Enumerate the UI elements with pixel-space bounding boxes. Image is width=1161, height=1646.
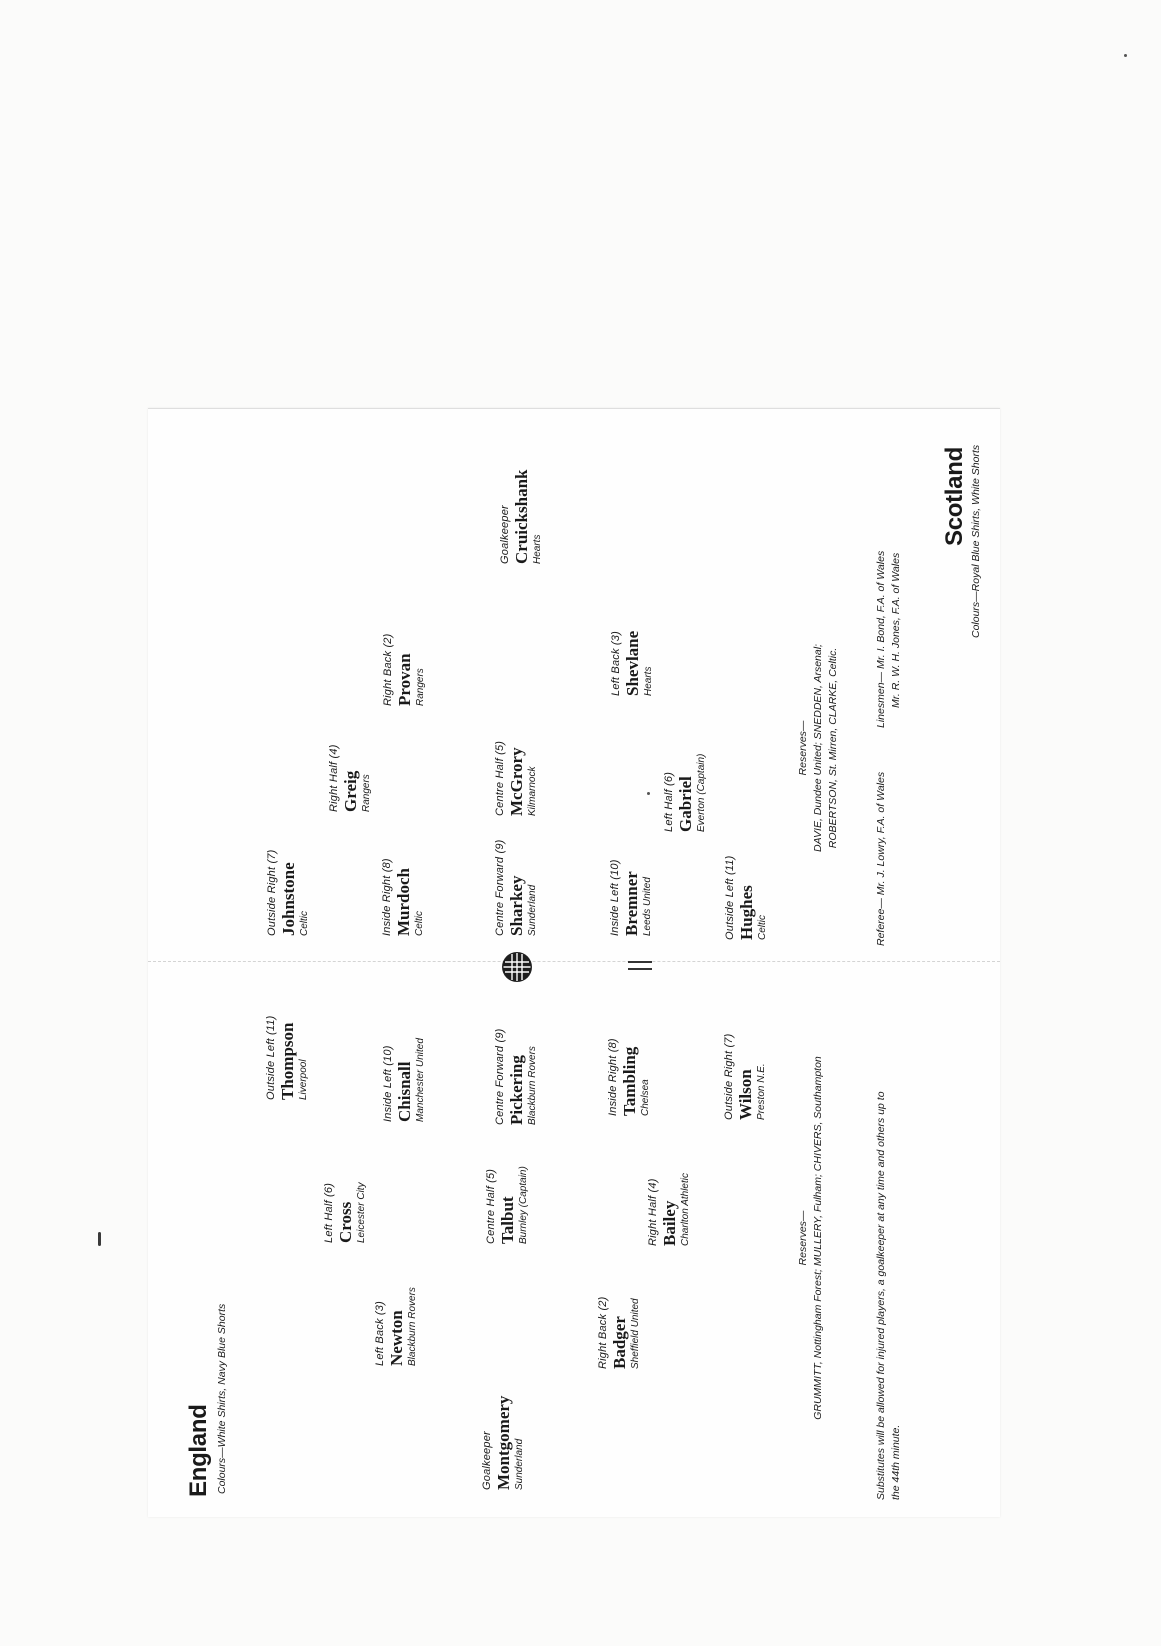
player-name: Johnstone <box>279 862 298 936</box>
referee-line: Referee— Mr. J. Lowry, F.A. of Wales <box>875 771 887 946</box>
ink-dot <box>1124 54 1127 57</box>
player-club: Celtic <box>757 914 768 940</box>
colours-england: Colours—White Shirts, Navy Blue Shorts <box>216 1303 228 1494</box>
player-club: Leeds United <box>642 877 653 936</box>
player-name: Sharkey <box>507 875 526 936</box>
player-club: Leicester City <box>356 1182 367 1243</box>
linesmen-line2: Mr. R. W. H. Jones, F.A. of Wales <box>890 552 902 708</box>
ink-dot <box>647 792 650 795</box>
player-club: Sunderland <box>527 884 538 936</box>
player-club: Rangers <box>361 774 372 812</box>
reserves-list-scotland-line2: ROBERTSON, St. Mirren, CLARKE, Celtic. <box>827 647 839 849</box>
player-position: Right Back (2) <box>382 633 394 706</box>
substitutes-note-line1: Substitutes will be allowed for injured players, a goalkeeper at any time and others up to <box>875 1091 887 1500</box>
player-name: Cruickshank <box>512 469 531 564</box>
player-name: Cross <box>336 1201 355 1243</box>
player-name: Newton <box>387 1310 406 1366</box>
player-club: Celtic <box>414 910 425 936</box>
player-position: Outside Right (7) <box>266 849 278 936</box>
player-club: Blackburn Rovers <box>407 1287 418 1366</box>
player-club: Blackburn Rovers <box>527 1046 538 1125</box>
player-club: Liverpool <box>298 1059 309 1100</box>
player-name: Greig <box>341 770 360 812</box>
dash-mark <box>628 961 652 963</box>
player-club: Everton (Captain) <box>696 753 707 832</box>
player-position: Left Back (3) <box>374 1301 386 1366</box>
team-title-england: England <box>185 1404 212 1497</box>
dash-mark <box>628 968 652 970</box>
player-name: Thompson <box>278 1022 297 1100</box>
fold-line <box>148 961 1000 962</box>
player-club: Sunderland <box>514 1438 525 1490</box>
player-position: Left Half (6) <box>663 771 675 832</box>
player-position: Outside Left (11) <box>265 1015 277 1100</box>
player-name: Talbut <box>498 1196 517 1244</box>
player-club: Kilmarnock <box>527 766 538 816</box>
player-name: Gabriel <box>676 776 695 832</box>
player-club: Manchester United <box>415 1038 426 1122</box>
player-name: Badger <box>610 1316 629 1369</box>
substitutes-note-line2: the 44th minute. <box>890 1424 902 1500</box>
player-name: Bailey <box>660 1200 679 1246</box>
player-name: Murdoch <box>394 868 413 936</box>
player-name: Tambling <box>620 1046 639 1116</box>
player-name: Bremner <box>622 871 641 936</box>
player-position: Outside Left (11) <box>724 855 736 940</box>
player-position: Right Half (4) <box>647 1178 659 1246</box>
football-crest-icon <box>502 952 532 982</box>
player-position: Right Half (4) <box>328 744 340 812</box>
linesmen-line1: Linesmen— Mr. I. Bond, F.A. of Wales <box>875 550 887 728</box>
player-position: Inside Right (8) <box>381 858 393 936</box>
player-club: Burnley (Captain) <box>518 1166 529 1244</box>
player-position: Centre Forward (9) <box>494 839 506 936</box>
player-name: Shevlane <box>623 630 642 696</box>
reserves-list-scotland-line1: DAVIE, Dundee United; SNEDDEN, Arsenal; <box>812 644 824 852</box>
player-position: Centre Half (5) <box>485 1168 497 1244</box>
player-position: Inside Left (10) <box>609 859 621 936</box>
player-name: Provan <box>395 653 414 706</box>
player-name: Montgomery <box>494 1395 513 1490</box>
player-club: Hearts <box>643 666 654 696</box>
player-position: Inside Left (10) <box>382 1045 394 1122</box>
programme-sheet <box>148 408 1000 1517</box>
player-name: McGrory <box>507 747 526 816</box>
reserves-list-england: GRUMMITT, Nottingham Forest; MULLERY, Fulham; CHIVERS, Southampton <box>812 1056 824 1420</box>
reserves-label-england: Reserves— <box>797 1210 809 1266</box>
player-name: Wilson <box>736 1069 755 1120</box>
player-position: Goalkeeper <box>481 1431 493 1490</box>
player-position: Right Back (2) <box>597 1296 609 1369</box>
player-position: Centre Half (5) <box>494 740 506 816</box>
player-club: Celtic <box>299 910 310 936</box>
player-club: Rangers <box>415 668 426 706</box>
player-position: Left Back (3) <box>610 631 622 696</box>
player-position: Left Half (6) <box>323 1182 335 1243</box>
ink-mark <box>98 1232 101 1246</box>
player-name: Pickering <box>507 1055 526 1125</box>
player-club: Preston N.E. <box>756 1063 767 1120</box>
player-club: Sheffield United <box>630 1298 641 1369</box>
player-position: Goalkeeper <box>499 505 511 564</box>
player-name: Hughes <box>737 885 756 940</box>
colours-scotland: Colours—Royal Blue Shirts, White Shorts <box>970 444 982 638</box>
player-position: Outside Right (7) <box>723 1033 735 1120</box>
player-club: Hearts <box>532 534 543 564</box>
reserves-label-scotland: Reserves— <box>797 720 809 776</box>
team-title-scotland: Scotland <box>941 447 968 546</box>
player-club: Chelsea <box>640 1079 651 1116</box>
player-position: Centre Forward (9) <box>494 1028 506 1125</box>
player-name: Chisnall <box>395 1061 414 1122</box>
player-position: Inside Right (8) <box>607 1038 619 1116</box>
player-club: Charlton Athletic <box>680 1173 691 1246</box>
